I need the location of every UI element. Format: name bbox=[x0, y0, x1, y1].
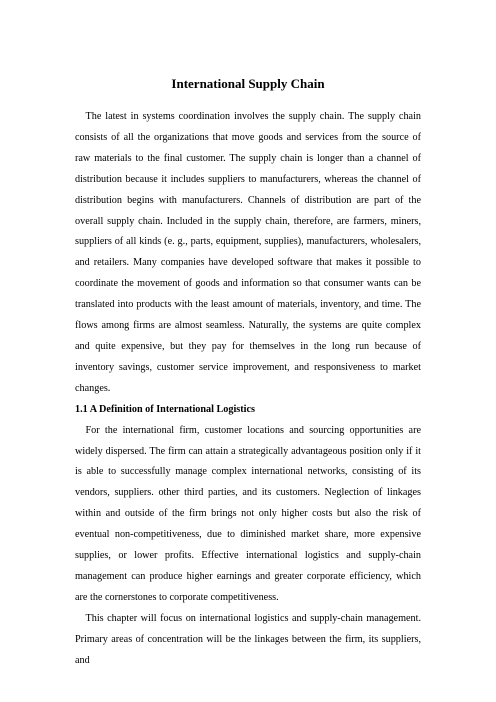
document-title: International Supply Chain bbox=[171, 76, 325, 91]
intro-paragraph: The latest in systems coordination involves the supply chain. The supply chain consists of all the organizations that move goods and services from the source of raw materials to the final customer. The supply chain is longer than a channel of distribution because it includes suppliers to manufacturers, whereas the channel of distribution begins with manufacturers. Channels of distribution are part of the overall supply chain. Included in the supply chain, therefore, are farmers, miners, suppliers of all kinds (e. g., parts, equipment, supplies), manufacturers, wholesalers, and retailers. Many companies have developed software that makes it possible to coordinate the movement of goods and information so that consumer wants can be translated into products with the least amount of materials, inventory, and time. The flows among firms are almost seamless. Naturally, the systems are quite complex and quite expensive, but they pay for themselves in the long run because of inventory savings, customer service improvement, and responsiveness to market changes. bbox=[75, 111, 421, 394]
section-paragraph: This chapter will focus on international logistics and supply-chain management. Primary areas of concentration will be the linkages between the firm, its suppliers, and bbox=[75, 612, 421, 666]
section-heading: 1.1 A Definition of International Logistics bbox=[75, 403, 255, 415]
section-paragraph: For the international firm, customer locations and sourcing opportunities are widely dispersed. The firm can attain a strategically advantageous position only if it is able to successfully manage complex international networks, consisting of its vendors, suppliers. other third parties, and its customers. Neglection of linkages within and outside of the firm brings not only higher costs but also the risk of eventual non-competitiveness, due to diminished market share, more expensive supplies, or lower profits. Effective international logistics and supply-chain management can produce higher earnings and greater corporate efficiency, which are the cornerstones to corporate competitiveness. bbox=[75, 424, 421, 603]
document-body bbox=[75, 107, 421, 671]
